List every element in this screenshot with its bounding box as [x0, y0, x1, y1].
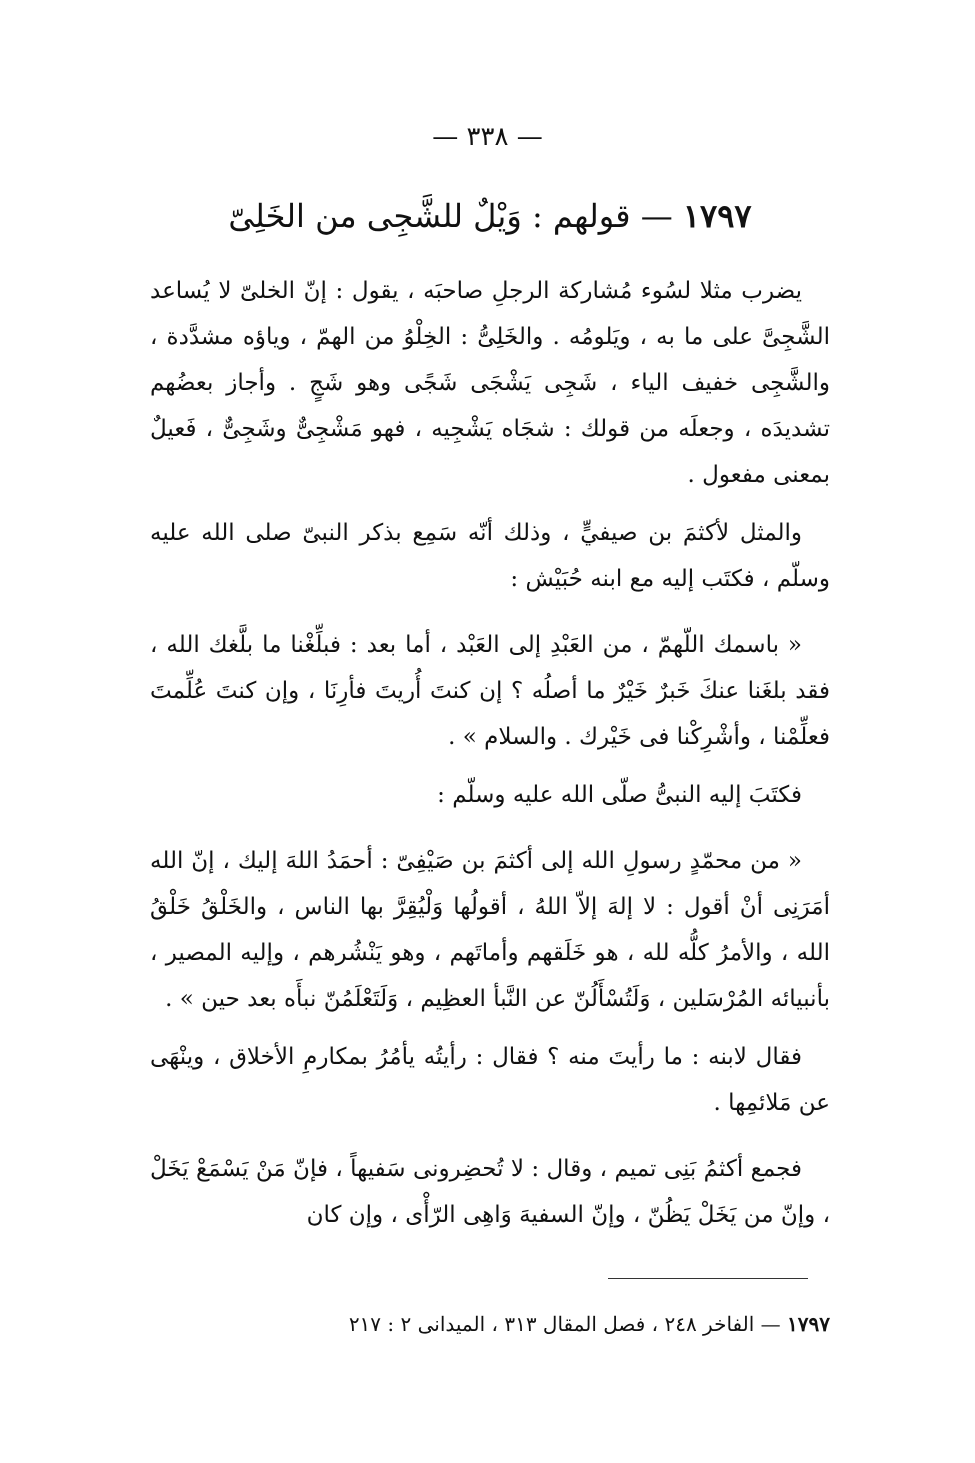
paragraph-origin: والمثل لأكثمَ بن صيفيٍّ ، وذلك أنّه سَمِع بذكر النبىّ صلى الله عليه وسلّم ، فكتَب إليه مع ابنه حُبَيْش : [150, 520, 830, 592]
paragraph-aktham-letter: « باسمك اللّهمّ ، من العَبْدِ إلى العَبْد ، أما بعد : فبلِّغْنا ما بلَّغك الله ، فقد بلغَنا عنكَ خَبرٌ خَيْرٌ ما أصلُه ؟ إن كنتَ أُريتَ فأرِنَا ، وإن كنتَ عُلِّمتَ فعلِّمْنا ، وأشْرِكْنا فى خَيْرك . والسلام » . [150, 632, 830, 750]
footnote-divider [608, 1278, 808, 1279]
paragraph-prophet-letter: « من محمّدٍ رسولِ الله إلى أكثمَ بن صَيْفِىّ : أحمَدُ اللهَ إليك ، إنّ الله أمَرَنِى أنْ أقول : لا إلهَ إلاّ اللهُ ، أقولُها وَلْيُقِرَّ بها الناس ، والخَلْقُ خَلْقُ الله ، والأمرُ كلُّه لله ، هو خَلَقهم وأماتَهم ، وهو يَنْشُرهم ، وإليه المصير ، بأنبيائه المُرْسَلين ، وَلَتُسْأَلُنّ عن النَّبأ العظِيم ، وَلَتَعْلَمُنّ نبأَه بعد حين » . [150, 848, 830, 1012]
footnote-number: ١٧٩٧ [787, 1312, 830, 1336]
footnote [150, 1308, 830, 1340]
entry-title: — قولهم : وَيْلٌ للشَّجِى من الخَلِىّ [228, 197, 673, 235]
paragraph-explanation: يضرب مثلا لسُوء مُشاركة الرجلِ صاحبَه ، يقول : إنّ الخلىّ لا يُساعد الشَّجِىَّ على ما به ، ويَلومُه . والخَلِىُّ : الخِلْوُ من الهمّ ، وياؤه مشدَّدة ، والشَّجِى خفيف الياء ، شَجِى يَشْجَى شَجًى وهو شَجٍ . وأجاز بعضُهم تشديدَه ، وجعلَه من قولك : شجَاه يَشْجِيه ، فهو مَشْجِىٌّ وشَجِىٌّ ، فَعيلٌ بمعنى مفعول . [150, 278, 830, 488]
entry-heading [150, 192, 830, 240]
paragraph-reply-intro: فكتَبَ إليه النبىُّ صلّى الله عليه وسلّم : [437, 782, 802, 808]
page-number: — ٣٣٨ — [432, 122, 543, 152]
entry-body [150, 268, 830, 1250]
footnote-text: — الفاخر ٢٤٨ ، فصل المقال ٣١٣ ، الميدانى ٢ : ٢١٧ [348, 1312, 781, 1336]
paragraph-gathering: فجمع أكثمُ بَنِى تميم ، وقال : لا تُحضِرونى سَفيهاً ، فإنّ مَنْ يَسْمَعْ يَخَلْ ، وإنّ من يَخَلْ يَظُنّ ، وإنّ السفيهَ وَاهِى الرّأْى ، وإن كان [150, 1156, 830, 1228]
entry-number: ١٧٩٧ [682, 197, 752, 235]
paragraph-son-report: فقال لابنه : ما رأيتَ منه ؟ فقال : رأيتُه يأمُرُ بمكارمِ الأخلاق ، وينْهَى عن مَلائمِها . [150, 1044, 830, 1116]
